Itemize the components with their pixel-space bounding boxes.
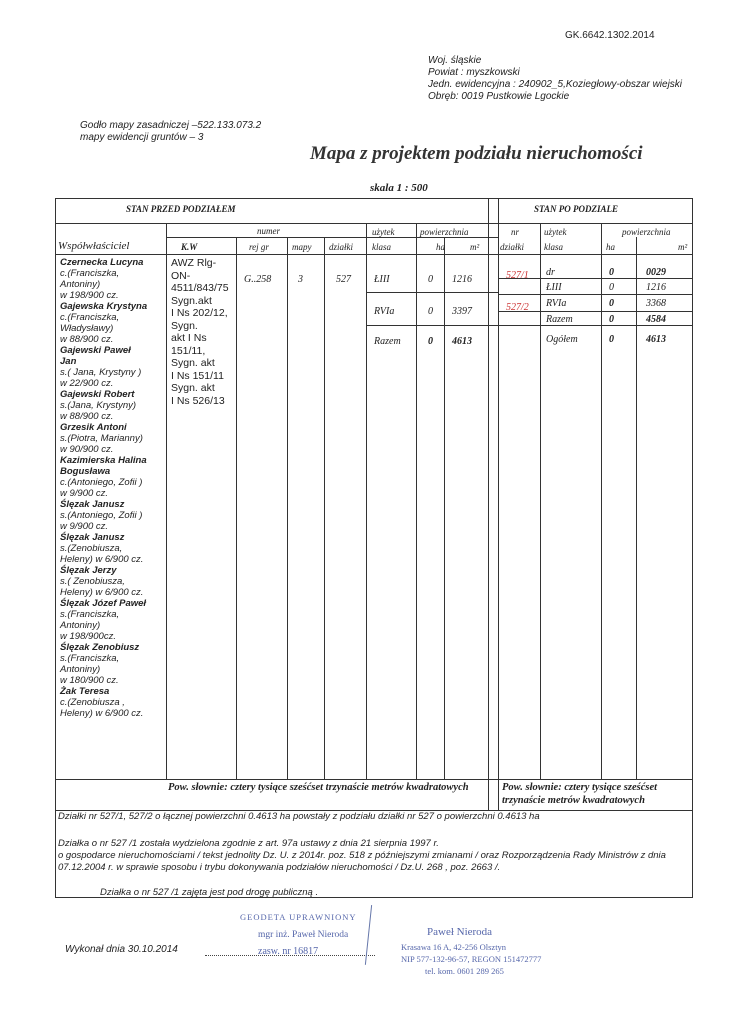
before-use-ha: 0 <box>428 336 433 347</box>
owner-name: Ślęzak Jerzy <box>60 565 117 576</box>
after-klasa: RVIa <box>546 298 567 309</box>
after-m2: 0029 <box>646 267 666 278</box>
col-line-after-klasa <box>540 223 541 779</box>
before-use-m2: 1216 <box>452 274 472 285</box>
owners-header: Współwłaściciel <box>58 240 130 252</box>
owner-parents2: Antoniny) <box>60 664 101 675</box>
page-title: Mapa z projektem podziału nieruchomości <box>310 143 643 164</box>
owner-share: w 9/900 cz. <box>60 521 109 532</box>
voivodeship: Woj. śląskie <box>428 55 482 66</box>
note-legal-basis: Działka o nr 527 /1 została wydzielona zgodnie z art. 97a ustawy z dnia 21 sierpnia 1997 r. <box>58 838 439 849</box>
owner-name: Ślęzak Józef Paweł <box>60 598 147 609</box>
col-line-section-divider <box>488 199 489 810</box>
before-use-klasa: Razem <box>374 336 401 347</box>
before-mapy: 3 <box>298 274 303 285</box>
before-use-m2: 3397 <box>452 306 472 317</box>
owner-name2: Jan <box>60 356 77 367</box>
kw-line: akt I Ns <box>171 332 207 344</box>
after-pow-header: powierzchnia <box>622 227 671 237</box>
kw-line: Sygn. akt <box>171 357 215 369</box>
owner-parents: s.( Jana, Krystyny ) <box>60 367 142 378</box>
area-words-before: Pow. słownie: cztery tysiące sześćset trzynaście metrów kwadratowych <box>168 782 469 793</box>
m2-header: m² <box>470 242 480 252</box>
owner-share: w 88/900 cz. <box>60 411 114 422</box>
col-line-kw <box>166 223 167 779</box>
after-ha: 0 <box>609 334 614 345</box>
stamp-name: mgr inż. Paweł Nieroda <box>258 930 349 940</box>
map-scale: skala 1 : 500 <box>370 182 428 194</box>
rejgr-header: rej gr <box>249 242 269 252</box>
before-rejgr: G..258 <box>244 274 272 285</box>
owner-parents: s.(Antoniego, Zofii ) <box>60 510 143 521</box>
owner-parents2: Antoniny) <box>60 279 101 290</box>
owner-entry <box>60 532 143 565</box>
owner-parents: c.(Antoniego, Zofii ) <box>60 477 143 488</box>
owner-entry <box>60 499 142 532</box>
owner-name: Gajewski Paweł <box>60 345 131 356</box>
owner-name: Ślęzak Zenobiusz <box>60 642 140 653</box>
owner-parents: c.(Franciszka, <box>60 312 120 323</box>
base-map-code: Godło mapy zasadniczej –522.133.073.2 <box>80 120 262 131</box>
col-line-mapy <box>287 237 288 779</box>
kw-header: K.W <box>181 242 198 252</box>
company-name: Paweł Nieroda <box>427 926 493 938</box>
owner-name: Kazimierska Halina <box>60 455 147 466</box>
after-ha: 0 <box>609 298 614 309</box>
stamp-licence: zasw. nr 16817 <box>258 946 319 957</box>
kw-line: ON- <box>171 269 191 282</box>
owner-entry <box>60 389 136 422</box>
owner-name2: Bogusława <box>60 466 111 477</box>
after-klasa: dr <box>546 267 555 278</box>
col-line-after-ha <box>601 223 602 779</box>
division-table <box>55 198 693 898</box>
after-klasa: Ogółem <box>546 334 578 345</box>
before-use-klasa: ŁIII <box>374 274 390 285</box>
cadastral-map-code: mapy ewidencji gruntów – 3 <box>80 132 204 143</box>
owner-share: w 9/900 cz. <box>60 488 109 499</box>
kw-line: Sygn. akt <box>171 382 215 394</box>
kw-line: I Ns 202/12, <box>171 307 228 319</box>
stamp-title: GEODETA UPRAWNIONY <box>240 912 357 922</box>
before-dzialki: 527 <box>336 274 351 285</box>
company-ids: NIP 577-132-96-57, REGON 151472777 <box>401 954 542 964</box>
owner-parents: c.(Franciszka, <box>60 268 120 279</box>
col-line-rejgr <box>236 237 237 779</box>
ha-header: ha <box>436 242 445 252</box>
owner-parents2: Heleny) w 6/900 cz. <box>60 554 144 565</box>
rule-under-section-titles <box>56 223 693 224</box>
owner-parents2: Heleny) w 6/900 cz. <box>60 708 144 719</box>
before-use-m2: 4613 <box>452 336 472 347</box>
surveyor-stamp <box>228 912 368 968</box>
col-line-dzialki <box>324 237 325 779</box>
nr-header: nr <box>511 227 520 237</box>
before-use-ha: 0 <box>428 306 433 317</box>
after-m2: 1216 <box>646 282 666 293</box>
col-line-klasa <box>366 223 367 779</box>
owner-name: Czernecka Lucyna <box>60 257 144 268</box>
after-nr: 527/2 <box>506 302 529 313</box>
after-uzytek-header: użytek <box>544 227 567 237</box>
note-origin: Działki nr 527/1, 527/2 o łącznej powierzchni 0.4613 ha powstały z podziału działki nr 527 o powierzchni 0.4613 ha <box>58 811 540 822</box>
col-line-after-m2 <box>636 237 637 779</box>
owner-parents2: Heleny) w 6/900 cz. <box>60 587 144 598</box>
after-klasa: Razem <box>546 314 573 325</box>
after-m2-header: m² <box>678 242 688 252</box>
owner-entry <box>60 301 147 345</box>
company-stamp <box>395 920 575 990</box>
kw-line: Sygn. <box>171 319 198 332</box>
rule-after-row4 <box>498 325 693 326</box>
owner-share: w 90/900 cz. <box>60 444 114 455</box>
made-date: Wykonał dnia 30.10.2014 <box>65 944 178 955</box>
location-block <box>428 55 682 103</box>
rule-before-row1 <box>366 292 498 293</box>
owner-share: w 180/900 cz. <box>60 675 119 686</box>
owner-name: Grzesik Antoni <box>60 422 127 433</box>
kw-line: AWZ Rlg- <box>171 257 217 269</box>
klasa-header: klasa <box>372 242 391 252</box>
after-klasa-header: klasa <box>544 242 563 252</box>
rule-under-column-headers <box>56 254 693 255</box>
col-line-ha <box>416 223 417 779</box>
owner-entry <box>60 257 143 301</box>
area-words-after: Pow. słownie: cztery tysiące sześćset trzynaście metrów kwadratowych <box>502 782 658 806</box>
rule-above-words <box>56 779 693 780</box>
after-ha-header: ha <box>606 242 615 252</box>
owner-name: Żak Teresa <box>60 686 110 697</box>
kw-line: I Ns 526/13 <box>171 394 225 407</box>
kw-line: 151/11, <box>171 344 206 357</box>
owner-share: w 198/900 cz. <box>60 290 119 301</box>
kw-line: I Ns 151/11 <box>171 369 224 382</box>
after-nr: 527/1 <box>506 270 529 281</box>
mapy-header: mapy <box>292 242 312 252</box>
owner-parents: s.(Piotra, Marianny) <box>60 433 143 444</box>
after-ha: 0 <box>609 267 614 278</box>
precinct: Obręb: 0019 Pustkowie Lgockie <box>428 91 570 102</box>
owner-share: w 198/900cz. <box>60 631 116 642</box>
numer-header: numer <box>257 226 280 236</box>
owner-entry <box>60 422 143 455</box>
before-section-title: STAN PRZED PODZIAŁEM <box>126 204 236 214</box>
after-m2: 4613 <box>646 334 666 345</box>
owner-parents2: Władysławy) <box>60 323 114 334</box>
owner-parents: s.(Franciszka, <box>60 653 120 664</box>
uzytek-header: użytek <box>372 227 395 237</box>
after-dzialki-header: działki <box>500 242 524 252</box>
note-public-road: Działka o nr 527 /1 zajęta jest pod drogę publiczną . <box>100 887 319 898</box>
kw-line: 4511/843/75 <box>171 282 229 294</box>
pow-header: powierzchnia <box>420 227 469 237</box>
owner-share: w 88/900 cz. <box>60 334 114 345</box>
owner-parents: s.(Franciszka, <box>60 609 120 620</box>
owner-parents2: Antoniny) <box>60 620 101 631</box>
owner-name: Ślęzak Janusz <box>60 532 125 543</box>
owner-parents: c.(Zenobiusza , <box>60 697 125 708</box>
registry-unit: Jedn. ewidencyjna : 240902_5,Koziegłowy-obszar wiejski <box>428 79 683 90</box>
kw-line: Sygn.akt <box>171 294 212 307</box>
owner-entry <box>60 455 147 499</box>
note-regulation: o gospodarce nieruchomościami / tekst jednolity Dz. U. z 2014r. poz. 518 z późniejszymi zmianami / oraz Rozporządzenia Rady Ministrów z dnia 07.12.2004 r. w sprawie sposobu i trybu dokonywania podziałów nieruchomości / Dz.U. 268 , poz. 2663 /. <box>58 850 666 873</box>
col-line-m2 <box>444 237 445 779</box>
owner-parents: s.(Zenobiusza, <box>60 543 123 554</box>
owner-name: Gajewska Krystyna <box>60 301 148 312</box>
before-use-klasa: RVIa <box>374 306 395 317</box>
owner-entry <box>60 686 143 719</box>
after-ha: 0 <box>609 314 614 325</box>
document-reference: GK.6642.1302.2014 <box>565 30 655 41</box>
owner-entry <box>60 598 146 642</box>
after-klasa: ŁIII <box>546 282 562 293</box>
rule-after-row2 <box>498 294 693 295</box>
owner-entry <box>60 345 141 389</box>
after-m2: 3368 <box>646 298 666 309</box>
after-m2: 4584 <box>646 314 666 325</box>
after-ha: 0 <box>609 282 614 293</box>
county: Powiat : myszkowski <box>428 67 520 78</box>
company-address: Krasawa 16 A, 42-256 Olsztyn <box>401 942 507 952</box>
owner-entry <box>60 565 143 598</box>
owner-share: w 22/900 cz. <box>60 378 114 389</box>
dzialki-header: działki <box>329 242 353 252</box>
after-section-title: STAN PO PODZIALE <box>534 204 619 214</box>
map-sheet-codes <box>80 120 261 144</box>
owner-parents: s.(Jana, Krystyny) <box>60 400 137 411</box>
before-use-ha: 0 <box>428 274 433 285</box>
owner-name: Ślęzak Janusz <box>60 499 125 510</box>
owner-entry <box>60 642 139 686</box>
company-phone: tel. kom. 0601 289 265 <box>425 966 504 976</box>
owner-parents: s.( Zenobiusza, <box>60 576 125 587</box>
owner-name: Gajewski Robert <box>60 389 135 400</box>
rule-before-row2 <box>366 325 498 326</box>
rule-under-numer <box>166 237 498 238</box>
col-line-section-divider2 <box>498 199 499 810</box>
